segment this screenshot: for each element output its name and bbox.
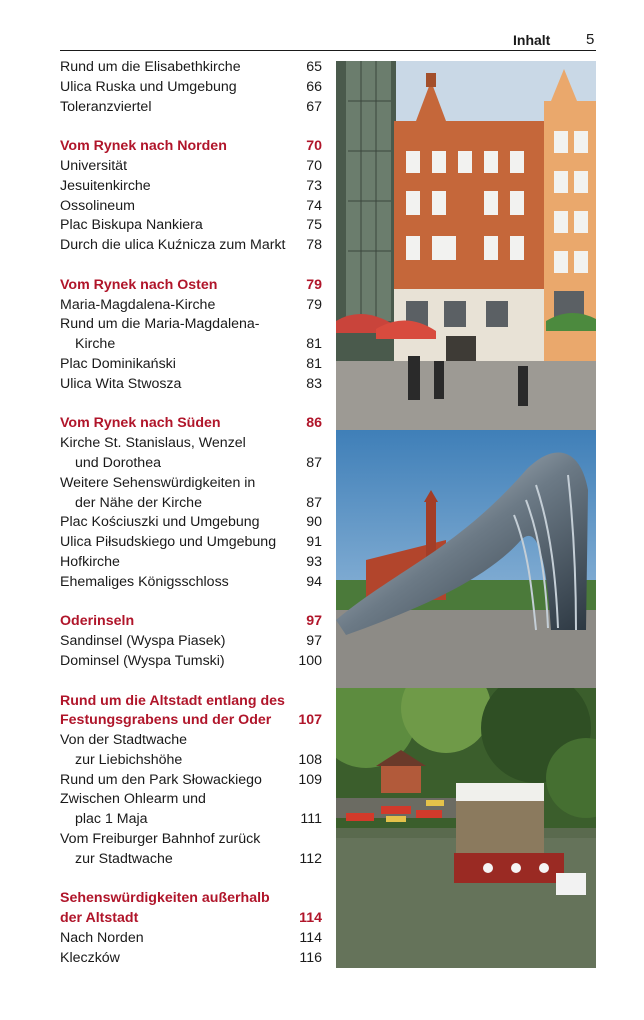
- toc-entry: [60, 355, 322, 375]
- toc-page-number: 116: [299, 949, 322, 966]
- steel-sculpture-photo: [336, 430, 596, 688]
- toc-entry: [60, 157, 322, 177]
- toc-section-heading: [60, 276, 322, 296]
- toc-label: Kirche: [75, 336, 116, 353]
- toc-label: Zwischen Ohlearm und: [60, 791, 206, 808]
- toc-page-number: 97: [306, 633, 322, 650]
- toc-gap: [60, 256, 322, 276]
- toc-label: der Altstadt: [60, 910, 139, 927]
- toc-page-number: 86: [306, 415, 322, 432]
- toc-page-number: 79: [306, 296, 322, 313]
- toc-label: Ossolineum: [60, 197, 135, 214]
- toc-label: Vom Freiburger Bahnhof zurück: [60, 831, 261, 848]
- toc-entry: [60, 632, 322, 652]
- toc-label: und Dorothea: [75, 454, 161, 471]
- toc-label: Rund um die Altstadt entlang des: [60, 692, 285, 709]
- toc-entry: [60, 454, 322, 474]
- toc-entry: [60, 474, 322, 494]
- toc-entry: [60, 513, 322, 533]
- toc-page-number: 81: [306, 355, 322, 372]
- toc-entry: [60, 929, 322, 949]
- toc-entry: [60, 197, 322, 217]
- toc-page-number: 81: [306, 336, 322, 353]
- toc-label: Sandinsel (Wyspa Piasek): [60, 633, 226, 650]
- toc-section-heading: [60, 711, 322, 731]
- toc-section-heading: [60, 612, 322, 632]
- toc-page-number: 73: [306, 177, 322, 194]
- toc-label: zur Liebichshöhe: [75, 751, 183, 768]
- toc-page-number: 70: [306, 138, 322, 155]
- toc-page-number: 75: [306, 217, 322, 234]
- toc-label: Rund um den Park Słowackiego: [60, 771, 262, 788]
- toc-entry: [60, 216, 322, 236]
- toc-page-number: 108: [298, 751, 322, 768]
- toc-entry: [60, 850, 322, 870]
- toc-label: Ulica Ruska und Umgebung: [60, 78, 237, 95]
- toc-entry: [60, 533, 322, 553]
- toc-entry: [60, 731, 322, 751]
- toc-section-heading: [60, 692, 322, 712]
- toc-section-heading: [60, 414, 322, 434]
- toc-page-number: 78: [306, 237, 322, 254]
- toc-label: plac 1 Maja: [75, 811, 148, 828]
- toc-entry: [60, 177, 322, 197]
- toc-entry: [60, 335, 322, 355]
- toc-label: Ulica Wita Stwosza: [60, 375, 182, 392]
- toc-label: Jesuitenkirche: [60, 177, 151, 194]
- toc-entry: [60, 434, 322, 454]
- toc-label: zur Stadtwache: [75, 850, 173, 867]
- toc-entry: [60, 236, 322, 256]
- toc-entry: [60, 315, 322, 335]
- header-title: Inhalt: [513, 32, 551, 48]
- toc-label: Vom Rynek nach Süden: [60, 415, 221, 432]
- toc-label: Universität: [60, 157, 128, 174]
- toc-page-number: 83: [306, 375, 322, 392]
- toc-label: Maria-Magdalena-Kirche: [60, 296, 216, 313]
- header-rule: [60, 50, 596, 51]
- toc-entry: [60, 652, 322, 672]
- toc-page-number: 97: [306, 613, 322, 630]
- toc-gap: [60, 672, 322, 692]
- toc-page-number: 100: [298, 652, 322, 669]
- page-number: 5: [586, 31, 595, 48]
- toc-label: Rund um die Elisabethkirche: [60, 59, 241, 75]
- toc-label: Durch die ulica Kuźnicza zum Markt: [60, 237, 286, 254]
- toc-page-number: 79: [306, 276, 322, 293]
- toc-entry: [60, 771, 322, 791]
- toc-label: der Nähe der Kirche: [75, 494, 202, 511]
- toc-page-number: 109: [298, 771, 322, 788]
- toc-label: Plac Kościuszki und Umgebung: [60, 514, 260, 531]
- toc-label: Weitere Sehenswürdigkeiten in: [60, 474, 256, 491]
- toc-page-number: 67: [306, 98, 322, 115]
- toc-page-number: 91: [306, 534, 322, 551]
- toc-entry: [60, 553, 322, 573]
- toc-page-number: 111: [300, 811, 322, 828]
- toc-page-number: 65: [306, 59, 322, 75]
- river-boats-photo: [336, 688, 596, 968]
- toc-page-number: 93: [306, 553, 322, 570]
- toc-entry: [60, 98, 322, 118]
- toc-page-number: 112: [299, 850, 322, 867]
- toc-label: Kirche St. Stanislaus, Wenzel: [60, 435, 246, 452]
- toc-entry: [60, 949, 322, 969]
- toc-label: Ulica Piłsudskiego und Umgebung: [60, 534, 277, 551]
- town-houses-photo: [336, 61, 596, 430]
- toc-entry: [60, 375, 322, 395]
- toc-section-heading: [60, 137, 322, 157]
- toc-page-number: 70: [306, 157, 322, 174]
- toc-entry: [60, 573, 322, 593]
- toc-entry: [60, 58, 322, 78]
- toc-page-number: 107: [298, 712, 322, 729]
- toc-label: Ehemaliges Königsschloss: [60, 573, 229, 590]
- toc-label: Toleranzviertel: [60, 98, 152, 115]
- toc-entry: [60, 494, 322, 514]
- toc-gap: [60, 870, 322, 890]
- toc-page-number: 87: [306, 494, 322, 511]
- photo-column: [336, 61, 596, 968]
- toc-section-heading: [60, 889, 322, 909]
- toc-label: Kleczków: [60, 949, 120, 966]
- toc-page-number: 74: [306, 197, 322, 214]
- toc-page-number: 94: [306, 573, 322, 590]
- toc-entry: [60, 78, 322, 98]
- toc-page-number: 90: [306, 514, 322, 531]
- toc-label: Festungsgrabens und der Oder: [60, 712, 272, 729]
- toc-entry: [60, 751, 322, 771]
- toc-label: Vom Rynek nach Osten: [60, 276, 218, 293]
- toc-page-number: 114: [299, 930, 322, 947]
- toc-label: Nach Norden: [60, 930, 144, 947]
- toc-page-number: 87: [306, 454, 322, 471]
- toc-page-number: 114: [299, 910, 322, 927]
- toc-label: Vom Rynek nach Norden: [60, 138, 227, 155]
- toc-gap: [60, 395, 322, 415]
- toc-label: Rund um die Maria-Magdalena-: [60, 316, 260, 333]
- toc-label: Hofkirche: [60, 553, 120, 570]
- toc-entry: [60, 810, 322, 830]
- toc-entry: [60, 830, 322, 850]
- toc-gap: [60, 117, 322, 137]
- toc-page-number: 66: [306, 78, 322, 95]
- toc-label: Plac Dominikański: [60, 355, 176, 372]
- toc-label: Plac Biskupa Nankiera: [60, 217, 203, 234]
- toc-entry: [60, 296, 322, 316]
- toc-gap: [60, 593, 322, 613]
- toc-label: Sehenswürdigkeiten außerhalb: [60, 890, 270, 907]
- toc-label: Von der Stadtwache: [60, 732, 187, 749]
- toc-label: Dominsel (Wyspa Tumski): [60, 652, 225, 669]
- table-of-contents: [60, 58, 322, 969]
- toc-label: Oderinseln: [60, 613, 135, 630]
- toc-section-heading: [60, 909, 322, 929]
- toc-entry: [60, 790, 322, 810]
